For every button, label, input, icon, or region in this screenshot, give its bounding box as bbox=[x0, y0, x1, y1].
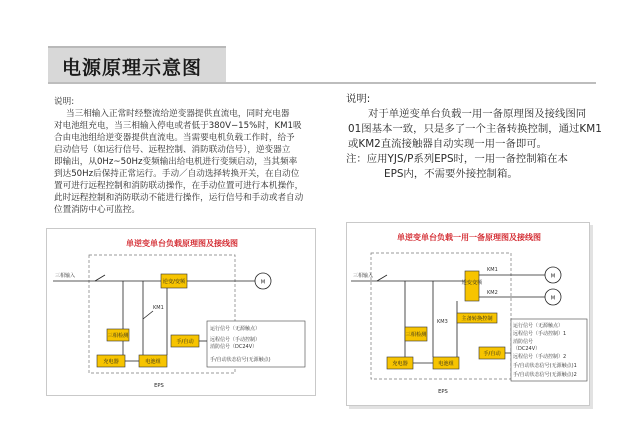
input-label: 三相输入 bbox=[353, 273, 374, 279]
left-line: 位置消防中心可监控。 bbox=[54, 205, 140, 215]
km1-label: KM1 bbox=[487, 267, 498, 273]
header-rule bbox=[48, 82, 596, 84]
signal-fire-voltage: （DC24V） bbox=[513, 346, 541, 352]
charger-label: 充电器 bbox=[392, 361, 408, 367]
inverter-label: 逆变变频 bbox=[461, 280, 483, 286]
km2-label: KM2 bbox=[487, 290, 498, 296]
signal-status-1: 手/自动状态信号(无源触点)1 bbox=[513, 363, 577, 369]
eps-label: EPS bbox=[438, 389, 448, 395]
inverter-block bbox=[465, 271, 479, 301]
km1-label: KM1 bbox=[153, 305, 164, 311]
left-line: 合由电池组给逆变器提供直流电。当需要电机负载工作时，给予 bbox=[54, 133, 295, 143]
left-line: 对电池组充电，当三相输入停电或者低于380V−15%时，KM1吸 bbox=[54, 121, 302, 131]
left-line: 启动信号（如运行信号、远程控制、消防联动信号），逆变器立 bbox=[54, 145, 291, 155]
manual-auto-label: 手/自动 bbox=[483, 351, 501, 357]
input-label: 三相输入 bbox=[55, 273, 76, 279]
signal-fire: 消防信号（DC24V） bbox=[210, 344, 258, 350]
left-line: 即输出，从0Hz~50Hz变频输出给电机进行变频启动，当其频率 bbox=[54, 157, 298, 167]
signal-run: 运行信号（无源触点） bbox=[210, 326, 261, 332]
left-line: 此时远程控制和消防联动不能进行操作，运行信号和手动或者自动 bbox=[54, 193, 304, 203]
signal-remote: 远程信号（手动控制） bbox=[210, 337, 261, 343]
inverter-label: 逆变/变频 bbox=[162, 279, 186, 285]
signal-remote-1: 远程信号（手动控制）1 bbox=[513, 331, 567, 337]
right-line: 或KM2直流接触器自动实现一用一备即可。 bbox=[348, 138, 548, 150]
motor-1-label: M bbox=[550, 273, 556, 280]
diagram-standby-load-svg bbox=[347, 223, 591, 407]
page-title: 电源原理示意图 bbox=[62, 57, 203, 79]
left-description bbox=[54, 96, 324, 216]
signal-remote-2: 远程信号（手动控制）2 bbox=[513, 354, 567, 360]
diagram-single-load-svg bbox=[47, 229, 317, 397]
diagram-title: 单逆变单台负载一用一备原理图及接线图 bbox=[397, 233, 541, 242]
signal-status: 手/自动状态信号(无源触点) bbox=[210, 357, 271, 363]
signal-fire: 消防信号 bbox=[513, 339, 534, 345]
diagram-standby-load bbox=[346, 222, 590, 406]
left-line: 到达50Hz后保持正常运行。手动／自动选择转换开关，在自动位 bbox=[54, 169, 300, 179]
left-line: 当三相输入正常时经整流给逆变器提供直流电，同时充电器 bbox=[66, 109, 290, 119]
motor-2-label: M bbox=[550, 295, 556, 302]
diagram-title: 单逆变单台负载原理图及接线图 bbox=[126, 239, 238, 248]
signal-run: 运行信号（无源触点） bbox=[513, 323, 564, 329]
manual-auto-label: 手/自动 bbox=[176, 339, 194, 345]
left-line: 置可进行远程控制和消防联动操作，在手动位置可进行本机操作， bbox=[54, 181, 304, 191]
detect-label: 三相检测 bbox=[405, 332, 427, 338]
right-description bbox=[346, 92, 602, 182]
right-line: EPS内，不需要外接控制箱。 bbox=[384, 168, 518, 180]
diagram-single-load bbox=[46, 228, 316, 396]
motor-label: M bbox=[260, 279, 266, 286]
battery-label: 电池组 bbox=[438, 361, 454, 367]
left-label: 说明: bbox=[54, 97, 75, 107]
signal-status-2: 手/自动状态信号(无源触点)2 bbox=[513, 372, 577, 378]
eps-label: EPS bbox=[154, 383, 164, 389]
section-header bbox=[0, 46, 640, 84]
km3-label: KM3 bbox=[437, 319, 448, 325]
right-line: 对于单逆变单台负载一用一备原理图及接线图同 bbox=[368, 108, 587, 120]
detect-label: 三相检测 bbox=[107, 333, 129, 339]
right-line: 01图基本一致，只是多了一个主备转换控制，通过KM1 bbox=[348, 123, 602, 135]
right-label: 说明: bbox=[346, 93, 371, 105]
charger-label: 充电器 bbox=[103, 359, 119, 365]
battery-label: 电池组 bbox=[145, 359, 161, 365]
switch-control-label: 主备转换控制 bbox=[461, 316, 493, 322]
right-line: 注：应用YJS/P系列EPS时，一用一备控制箱在本 bbox=[346, 153, 568, 165]
